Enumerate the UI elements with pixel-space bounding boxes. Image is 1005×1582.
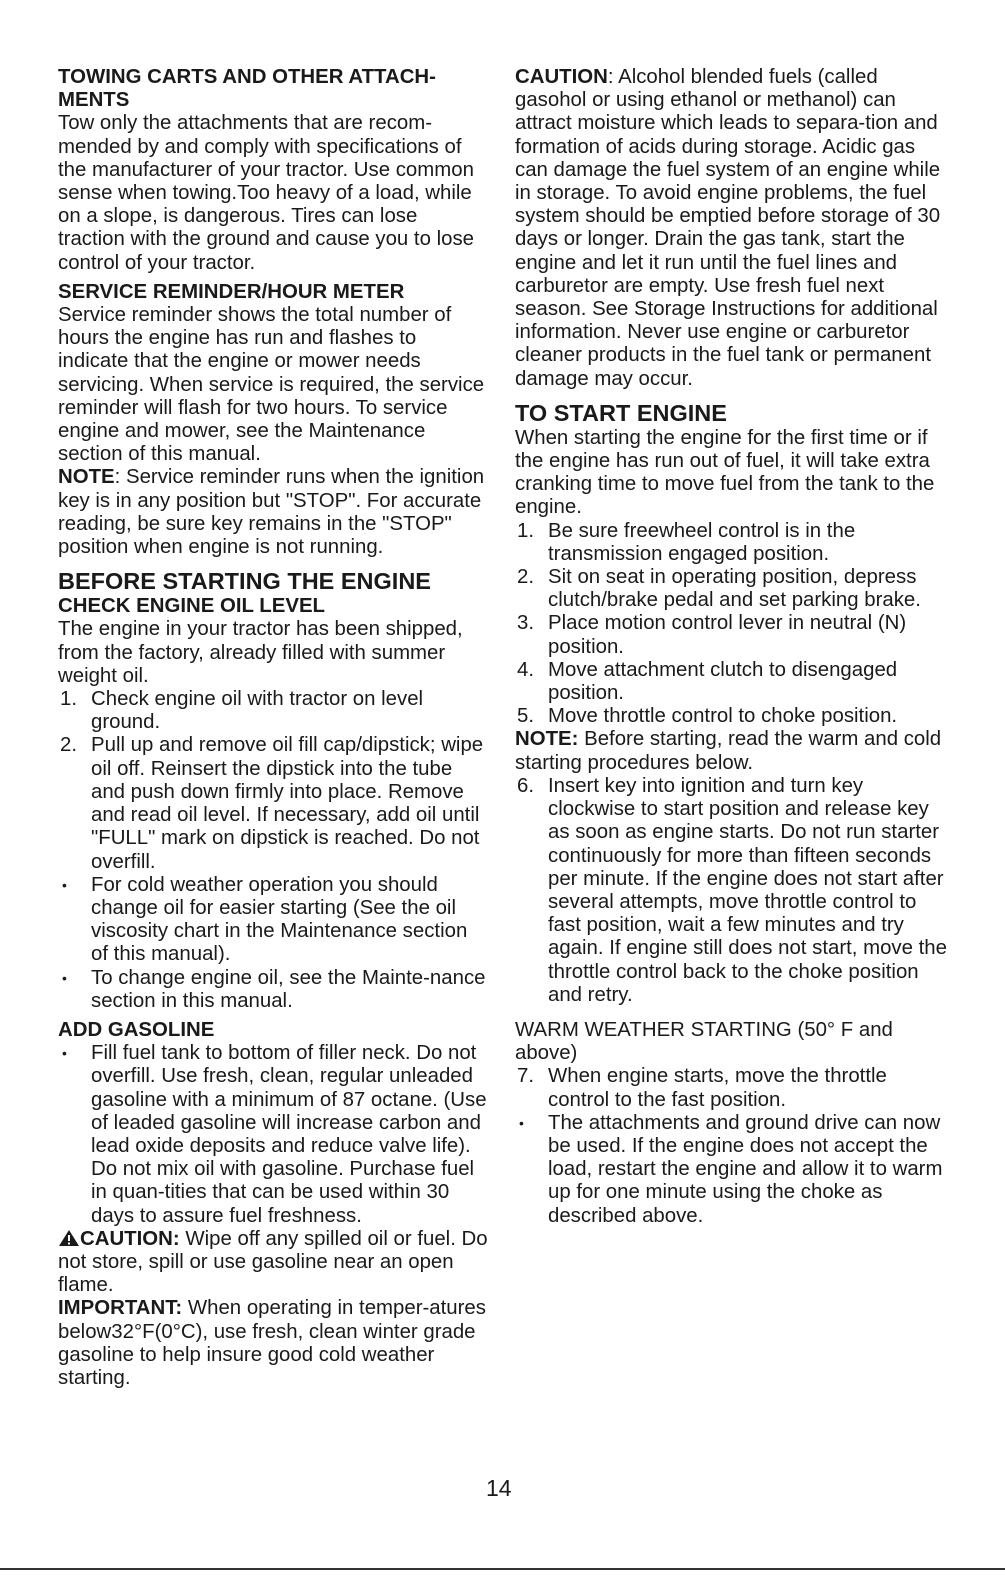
step-text: Move throttle control to choke position.: [548, 705, 898, 728]
note-label: NOTE:: [515, 728, 579, 751]
start-engine-steps-2: [515, 775, 947, 1007]
bullet-mark: •: [62, 969, 67, 986]
gasoline-important: [58, 1297, 488, 1390]
list-item: [515, 1065, 947, 1111]
bullet-text: To change engine oil, see the Mainte-nance section in this manual.: [91, 966, 486, 1012]
list-item: [515, 520, 947, 566]
step-text: Place motion control lever in neutral (N) position.: [548, 612, 907, 658]
important-text: When operating in temper-atures below32°F(0°C), use fresh, clean winter grade gasoline to help insure good cold weather starting.: [58, 1297, 486, 1389]
step-number: 7.: [517, 1065, 535, 1088]
bullet-text: The attachments and ground drive can now be used. If the engine does not accept the load, restart the engine and allow it to warm up for one minute using the choke as described above.: [548, 1111, 943, 1227]
list-item: [515, 566, 947, 612]
step-number: 2.: [60, 734, 78, 757]
bullet-text: Fill fuel tank to bottom of filler neck. Do not overfill. Use fresh, clean, regular unleaded gasoline with a minimum of 87 octane. (Use of leaded gasoline will increase carbon and lead oxide deposits and reduce valve life). Do not mix oil with gasoline. Purchase fuel in quan-tities that can be used within 30 days to assure fuel freshness.: [91, 1042, 487, 1227]
note-text: Before starting, read the warm and cold starting procedures below.: [515, 728, 942, 774]
list-item: [58, 874, 488, 967]
step-text: Be sure freewheel control is in the transmission engaged position.: [548, 519, 856, 565]
step-text: Insert key into ignition and turn key clockwise to start position and release key as soon as engine starts. Do not run starter continuously for more than fifteen seconds per minute. If the engine does not start after several attempts, move throttle control to fast position, wait a few minutes and try again. If engine still does not start, move the throttle control back to the choke position and retry.: [548, 774, 947, 1006]
warm-weather-bullets: [515, 1112, 947, 1228]
right-column: [515, 66, 947, 1228]
before-starting-heading: BEFORE STARTING THE ENGINE: [58, 568, 431, 595]
check-oil-heading: CHECK ENGINE OIL LEVEL: [58, 595, 325, 618]
check-oil-steps: [58, 688, 488, 874]
bullet-mark: •: [62, 876, 67, 893]
page-number: 14: [486, 1475, 512, 1501]
start-engine-body: When starting the engine for the first time or if the engine has run out of fuel, it will take extra cranking time to move fuel from the tank to the engine.: [515, 426, 935, 519]
important-label: IMPORTANT:: [58, 1297, 183, 1320]
step-number: 6.: [517, 774, 535, 797]
step-text: Pull up and remove oil fill cap/dipstick; wipe oil off. Reinsert the dipstick into the tube and push down firmly into place. Remove and read oil level. If necessary, add oil until "FULL" mark on dipstick is reached. Do not overfill.: [91, 734, 484, 873]
warning-triangle-icon: [58, 1229, 80, 1247]
warm-weather-steps: [515, 1065, 947, 1111]
step-number: 3.: [517, 612, 535, 635]
caution-text: : Alcohol blended fuels (called gasohol or using ethanol or methanol) can attract moisture which leads to separa-tion and formation of acids during storage. Acidic gas can damage the fuel system of an engine while in storage. To avoid engine problems, the fuel system should be emptied before storage of 30 days or longer. Drain the gas tank, start the engine and let it run until the fuel lines and carburetor are empty. Use fresh fuel next season. See Storage Instructions for additional information. Never use engine or carburetor cleaner products in the fuel tank or permanent damage may occur.: [515, 66, 941, 390]
bottom-rule: [0, 1568, 1005, 1570]
step-number: 5.: [517, 705, 535, 728]
caution-label: CAUTION: [515, 66, 608, 88]
service-heading: SERVICE REMINDER/HOUR METER: [58, 280, 405, 303]
alcohol-fuel-caution: [515, 66, 947, 391]
step-text: When engine starts, move the throttle control to the fast position.: [548, 1065, 887, 1111]
note-text: : Service reminder runs when the ignition key is in any position but "STOP". For accurate reading, be sure key remains in the "STOP" position when engine is not running.: [58, 466, 485, 559]
towing-heading: TOWING CARTS AND OTHER ATTACH-MENTS: [58, 66, 436, 112]
step-number: 4.: [517, 658, 535, 681]
list-item: [515, 1112, 947, 1228]
gasoline-bullets: [58, 1042, 488, 1228]
check-oil-body: The engine in your tractor has been shipped, from the factory, already filled with summer weight oil.: [58, 618, 463, 687]
start-engine-heading: TO START ENGINE: [515, 399, 727, 426]
list-item: [58, 688, 488, 734]
start-engine-note: [515, 728, 947, 774]
step-number: 1.: [60, 688, 78, 711]
check-oil-bullets: [58, 874, 488, 1013]
step-number: 1.: [517, 519, 535, 542]
service-body: Service reminder shows the total number of hours the engine has run and flashes to indicate that the engine or mower needs servicing. When service is required, the service reminder will flash for two hours. To service engine and mower, see the Maintenance section of this manual.: [58, 304, 485, 466]
left-column: [58, 66, 488, 1390]
list-item: [515, 612, 947, 658]
gasoline-caution: [58, 1228, 488, 1298]
caution-label: CAUTION:: [80, 1227, 180, 1250]
list-item: [515, 659, 947, 705]
step-text: Check engine oil with tractor on level ground.: [91, 688, 424, 734]
step-text: Move attachment clutch to disengaged position.: [548, 658, 898, 705]
add-gasoline-heading: ADD GASOLINE: [58, 1018, 215, 1041]
start-engine-steps: [515, 520, 947, 729]
list-item: [58, 734, 488, 873]
list-item: [58, 967, 488, 1013]
towing-body: Tow only the attachments that are recom-mended by and comply with specifications of the manufacturer of your tractor. Use common sense when towing.Too heavy of a load, while on a slope, is dangerous. Tires can lose traction with the ground and cause you to lose control of your tractor.: [58, 112, 475, 274]
list-item: [515, 705, 947, 728]
step-text: Sit on seat in operating position, depress clutch/brake pedal and set parking brake.: [548, 566, 921, 612]
list-item: [58, 1042, 488, 1228]
service-note: [58, 466, 488, 559]
step-number: 2.: [517, 566, 535, 589]
bullet-mark: •: [62, 1045, 67, 1062]
bullet-text: For cold weather operation you should change oil for easier starting (See the oil viscosity chart in the Maintenance section of this manual).: [91, 873, 468, 966]
note-label: NOTE: [58, 466, 115, 489]
warm-weather-heading: WARM WEATHER STARTING (50° F and above): [515, 1018, 893, 1065]
list-item: [515, 775, 947, 1007]
bullet-mark: •: [519, 1114, 524, 1131]
caution-text: Wipe off any spilled oil or fuel. Do not store, spill or use gasoline near an open flame.: [58, 1227, 488, 1297]
